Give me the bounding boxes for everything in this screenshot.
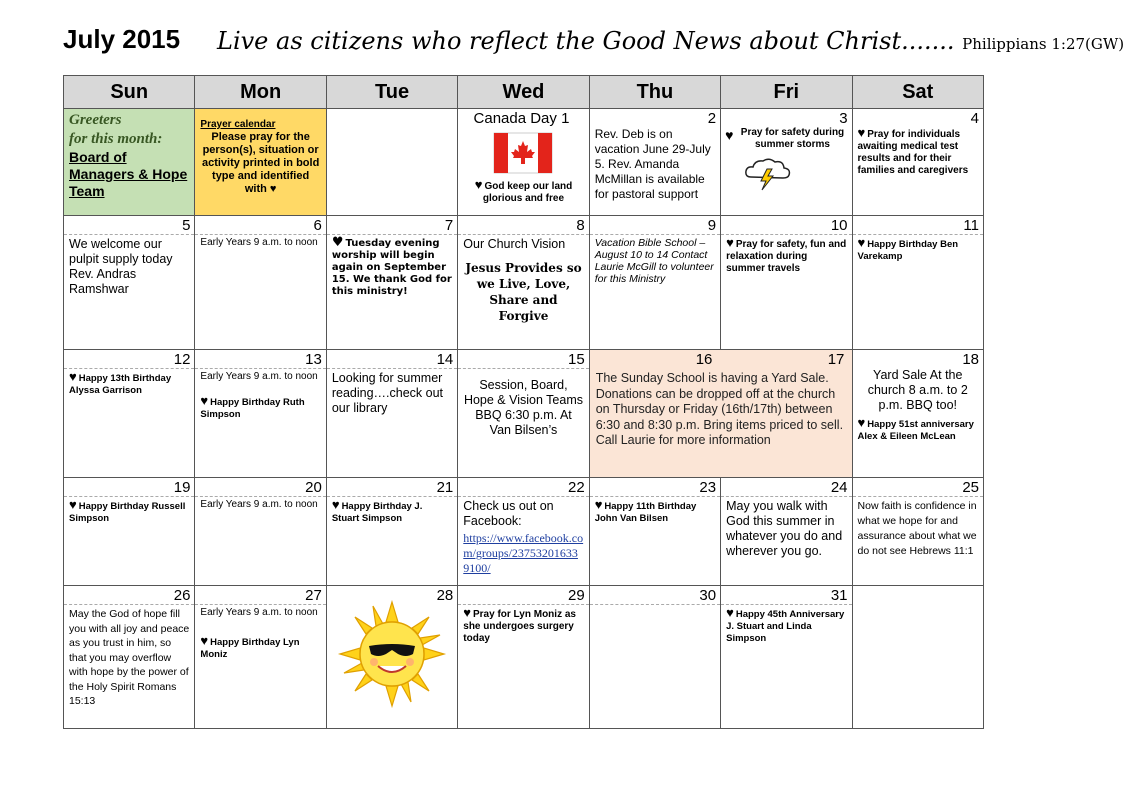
day-number: 23 bbox=[590, 478, 720, 497]
facebook-link[interactable]: https://www.facebook.com/groups/237532016339100/ bbox=[463, 531, 584, 575]
event-text: Session, Board, Hope & Vision Teams BBQ 6:30 p.m. At Van Bilsen’s bbox=[463, 378, 583, 437]
day-number: 28 bbox=[436, 587, 454, 604]
day-cell-19 bbox=[64, 478, 195, 586]
canada-day-text: ♥ God keep our land glorious and free bbox=[458, 177, 588, 207]
day-cell-13 bbox=[195, 350, 326, 478]
weekday-sat: Sat bbox=[852, 76, 983, 109]
day-number: 2 bbox=[707, 110, 717, 127]
week-row-1 bbox=[64, 109, 984, 216]
day-cell-8 bbox=[458, 216, 589, 350]
day-number: 15 bbox=[458, 350, 588, 369]
day-cell-18 bbox=[852, 350, 983, 478]
birthday-text: ♥ Happy Birthday Ben Varekamp bbox=[853, 235, 983, 265]
day-number: 14 bbox=[327, 350, 457, 369]
day-number: 20 bbox=[195, 478, 325, 497]
day-number: 12 bbox=[64, 350, 194, 369]
yard-sale-cell bbox=[589, 350, 852, 478]
birthday-text: ♥ Happy Birthday Russell Simpson bbox=[64, 497, 194, 527]
day-number: 3 bbox=[839, 110, 848, 127]
day-number: 27 bbox=[195, 586, 325, 605]
event-text: We welcome our pulpit supply today Rev. Andras Ramshwar bbox=[69, 237, 173, 296]
prayer-calendar-cell bbox=[195, 109, 326, 216]
day-cell-12 bbox=[64, 350, 195, 478]
vision-title: Our Church Vision bbox=[463, 237, 566, 251]
weekday-fri: Fri bbox=[721, 76, 852, 109]
week-row-3 bbox=[64, 350, 984, 478]
greeters-subtitle: for this month: bbox=[69, 131, 163, 147]
scripture-text: Now faith is confidence in what we hope for and assurance about what we do not see Hebrews 11:1 bbox=[857, 500, 977, 557]
day-number: 18 bbox=[962, 351, 979, 368]
day-number: 13 bbox=[195, 350, 325, 369]
anniversary-text: ♥ Happy 51st anniversary Alex & Eileen McLean bbox=[853, 415, 983, 445]
birthday-text: ♥ Happy 11th Birthday John Van Bilsen bbox=[590, 497, 720, 527]
blessing-text: May you walk with God this summer in whatever you do and wherever you go. bbox=[726, 499, 843, 558]
canada-day-title: Canada Day 1 bbox=[473, 110, 570, 127]
day-cell-25 bbox=[852, 478, 983, 586]
day-cell-24 bbox=[721, 478, 852, 586]
day-number: 29 bbox=[458, 586, 588, 605]
event-text: Early Years 9 a.m. to noon bbox=[200, 499, 318, 510]
day-number: 5 bbox=[64, 216, 194, 235]
day-cell-10 bbox=[721, 216, 852, 350]
day-cell-22 bbox=[458, 478, 589, 586]
canada-flag-icon bbox=[494, 133, 552, 173]
event-text: Looking for summer reading….check out our library bbox=[331, 371, 444, 415]
day-cell-30 bbox=[589, 586, 720, 729]
day-number: 11 bbox=[853, 216, 983, 235]
birthday-text: ♥ Happy Birthday J. Stuart Simpson bbox=[327, 497, 457, 527]
day-cell-4 bbox=[852, 109, 983, 216]
greeters-title: Greeters bbox=[69, 112, 122, 128]
anniversary-text: ♥ Happy 45th Anniversary J. Stuart and Linda Simpson bbox=[721, 605, 851, 647]
day-number: 7 bbox=[327, 216, 457, 235]
day-number: 22 bbox=[458, 478, 588, 497]
event-text: ♥ Tuesday evening worship will begin again on September 15. We thank God for this ministry! bbox=[327, 235, 457, 300]
day-number: 6 bbox=[195, 216, 325, 235]
event-text: Check us out on Facebook: bbox=[463, 499, 554, 528]
scripture-text: May the God of hope fill you with all joy and peace as you trust in him, so that you may overflow with hope by the power of the Holy Spirit Romans 15:13 bbox=[69, 608, 190, 707]
birthday-text: ♥ Happy 13th Birthday Alyssa Garrison bbox=[64, 369, 194, 399]
day-cell-1 bbox=[458, 109, 589, 216]
day-cell-empty bbox=[326, 109, 457, 216]
heart-icon: ♥ bbox=[725, 127, 734, 143]
event-text: Early Years 9 a.m. to noon bbox=[200, 607, 318, 618]
day-number-16: 16 bbox=[695, 351, 713, 368]
event-text: Early Years 9 a.m. to noon bbox=[200, 237, 318, 248]
day-number: 26 bbox=[64, 586, 194, 605]
day-cell-28 bbox=[326, 586, 457, 729]
calendar-grid bbox=[63, 75, 984, 729]
day-cell-11 bbox=[852, 216, 983, 350]
weekday-sun: Sun bbox=[64, 76, 195, 109]
day-cell-14 bbox=[326, 350, 457, 478]
day-cell-3 bbox=[721, 109, 852, 216]
weekday-thu: Thu bbox=[589, 76, 720, 109]
day-cell-9 bbox=[589, 216, 720, 350]
day-number: 31 bbox=[721, 586, 851, 605]
week-row-2 bbox=[64, 216, 984, 350]
birthday-text: ♥ Happy Birthday Ruth Simpson bbox=[195, 385, 325, 423]
day-number: 9 bbox=[590, 216, 720, 235]
yard-sale-text: The Sunday School is having a Yard Sale. Donations can be dropped off at the church on Thursday or Friday (16th/17th) between 6:30 and 8:30 p.m. Bring items priced to sell. bbox=[595, 371, 844, 432]
day-number: 24 bbox=[721, 478, 851, 497]
day-number: 30 bbox=[590, 586, 720, 605]
day-cell-5 bbox=[64, 216, 195, 350]
day-number: 19 bbox=[64, 478, 194, 497]
prayer-text: ♥ Pray for individuals awaiting medical test results and for their families and caregivers bbox=[853, 127, 983, 179]
event-text: Vacation Bible School – August 10 to 14 Contact Laurie McGill to volunteer for this Ministry bbox=[594, 237, 714, 285]
event-text: Rev. Deb is on vacation June 29-July 5. Rev. Amanda McMillan is available for pastoral support bbox=[594, 127, 711, 201]
greeters-team: Board of Managers & Hope Team bbox=[69, 149, 188, 199]
weekday-wed: Wed bbox=[458, 76, 589, 109]
day-number: 4 bbox=[970, 110, 979, 127]
verse-text: Live as citizens who reflect the Good News about Christ....... bbox=[217, 27, 955, 55]
week-row-5 bbox=[64, 586, 984, 729]
calendar-month-title: July 2015 bbox=[63, 24, 181, 54]
day-cell-6 bbox=[195, 216, 326, 350]
greeters-cell bbox=[64, 109, 195, 216]
day-cell-7 bbox=[326, 216, 457, 350]
weekday-mon: Mon bbox=[195, 76, 326, 109]
day-number-17: 17 bbox=[827, 351, 845, 368]
day-number: 10 bbox=[721, 216, 851, 235]
prayer-calendar-title: Prayer calendar bbox=[200, 119, 276, 130]
day-cell-15 bbox=[458, 350, 589, 478]
day-cell-empty bbox=[852, 586, 983, 729]
event-text: Early Years 9 a.m. to noon bbox=[200, 371, 318, 382]
weekday-tue: Tue bbox=[326, 76, 457, 109]
sun-icon bbox=[336, 598, 448, 710]
day-cell-29 bbox=[458, 586, 589, 729]
prayer-text: ♥ Pray for safety, fun and relaxation during summer travels bbox=[721, 235, 851, 277]
yard-sale-contact: Call Laurie for more information bbox=[595, 433, 771, 447]
day-number: 8 bbox=[458, 216, 588, 235]
verse-reference: Philippians 1:27(GW) bbox=[962, 35, 1124, 53]
yard-sale-notice bbox=[590, 350, 852, 477]
day-number: 21 bbox=[327, 478, 457, 497]
weekday-header-row bbox=[64, 76, 984, 109]
day-cell-27 bbox=[195, 586, 326, 729]
day-number: 25 bbox=[853, 478, 983, 497]
prayer-text: Pray for safety during summer storms bbox=[740, 127, 845, 150]
day-cell-23 bbox=[589, 478, 720, 586]
header-verse bbox=[217, 27, 1124, 55]
prayer-calendar-body: Please pray for the person(s), situation or activity printed in bold type and identified with ♥ bbox=[201, 131, 320, 195]
prayer-text: ♥ Pray for Lyn Moniz as she undergoes surgery today bbox=[458, 605, 588, 647]
week-row-4 bbox=[64, 478, 984, 586]
day-cell-26 bbox=[64, 586, 195, 729]
storm-cloud-icon bbox=[743, 155, 793, 191]
day-cell-2 bbox=[589, 109, 720, 216]
birthday-text: ♥ Happy Birthday Lyn Moniz bbox=[195, 621, 325, 663]
day-cell-31 bbox=[721, 586, 852, 729]
vision-statement: Jesus Provides so we Live, Love, Share and Forgive bbox=[465, 261, 582, 323]
day-cell-21 bbox=[326, 478, 457, 586]
event-text: Yard Sale At the church 8 a.m. to 2 p.m. BBQ too! bbox=[867, 368, 968, 412]
day-cell-20 bbox=[195, 478, 326, 586]
